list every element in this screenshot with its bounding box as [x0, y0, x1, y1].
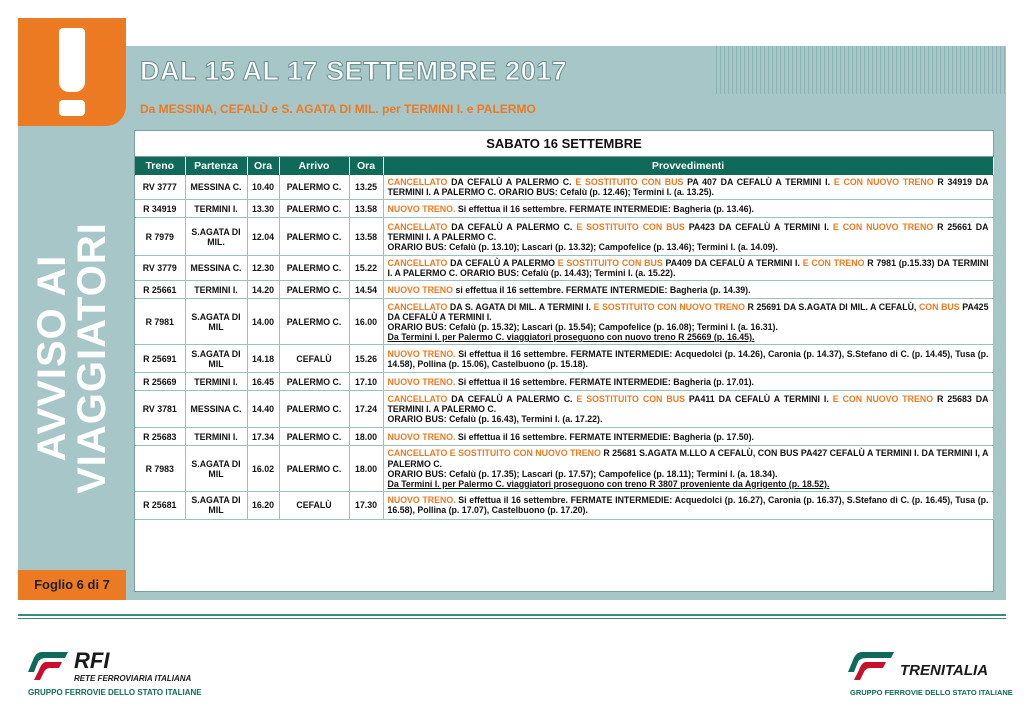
- highlight-text: E SOSTITUITO CON BUS: [576, 221, 685, 232]
- notice-text: Si effettua il 16 settembre. FERMATE INTERMEDIE: Acquedolci (p. 16.27), Caronia (p. 16.37), S.Stefano di C. (p. 16.45), Tusa (p. 16.58), Pollina (p. 17.07), Castelbuono (p. 17.20).: [387, 495, 989, 516]
- cell-partenza: S.AGATA DI MIL: [185, 345, 247, 373]
- table-row: [135, 299, 993, 345]
- cell-ora-partenza: 16.20: [247, 491, 279, 519]
- highlight-text: NUOVO TRENO.: [387, 431, 456, 442]
- trenitalia-name: TRENITALIA: [900, 662, 989, 679]
- highlight-text: E SOSTITUITO CON BUS: [557, 258, 663, 269]
- col-header-arrivo: Arrivo: [279, 157, 349, 175]
- cell-arrivo: PALERMO C.: [279, 200, 349, 218]
- notice-text: PA425 DA CEFALÙ A TERMINI I.: [387, 301, 989, 322]
- cell-ora-partenza: 16.45: [247, 373, 279, 391]
- table-row: [135, 446, 993, 491]
- cell-partenza: S.AGATA DI MIL: [185, 299, 247, 345]
- table-row: [135, 345, 993, 373]
- header-stripes: [716, 46, 1006, 94]
- highlight-text: E SOSTITUITO CON BUS: [575, 177, 684, 187]
- cell-arrivo: CEFALÙ: [279, 491, 349, 519]
- notice-text: PA411 DA CEFALÙ A TERMINI I.: [684, 394, 833, 405]
- cell-treno: RV 3781: [135, 391, 185, 428]
- notice-text: Si effettua il 16 settembre. FERMATE INTERMEDIE: Acquedolci (p. 14.26), Caronia (p. 14.37), S.Stefano di C. (p. 14.45), Tusa (p. 14.58), Pollina (p. 15.06), Castelbuono (p. 15.18).: [387, 348, 989, 369]
- col-header-partenza: Partenza: [185, 157, 247, 175]
- cell-partenza: MESSINA C.: [185, 391, 247, 428]
- cell-ora-partenza: 14.40: [247, 391, 279, 428]
- exclamation-dot-icon: [59, 100, 85, 116]
- cell-ora-arrivo: 13.58: [349, 200, 383, 218]
- col-header-treno: Treno: [135, 157, 185, 175]
- day-title: SABATO 16 SETTEMBRE: [135, 131, 993, 157]
- cell-ora-partenza: 13.30: [247, 200, 279, 218]
- rfi-group: GRUPPO FERROVIE DELLO STATO ITALIANE: [28, 688, 202, 697]
- notice-text: R 34919 DA TERMINI I. A PALERMO C. ORARIO BUS: Cefalù (p. 12.46); Termini I. (a. 13.25).: [387, 177, 989, 198]
- table-row: [135, 491, 993, 519]
- cell-treno: R 34919: [135, 200, 185, 218]
- table-header-row: [135, 157, 993, 175]
- cell-arrivo: PALERMO C.: [279, 428, 349, 446]
- cell-ora-arrivo: 15.22: [349, 256, 383, 281]
- notice-text: PA423 DA CEFALÙ A TERMINI I.: [684, 221, 833, 232]
- vertical-title-line1: AVVISO AI: [30, 254, 74, 462]
- table-row: [135, 281, 993, 299]
- highlight-text: E CON NUOVO TRENO: [833, 177, 934, 187]
- notice-text: Si effettua il 16 settembre. FERMATE INTERMEDIE: Bagheria (p. 17.01).: [455, 376, 754, 387]
- exclamation-icon: [59, 28, 85, 92]
- cell-ora-arrivo: 18.00: [349, 428, 383, 446]
- cell-treno: R 25681: [135, 491, 185, 519]
- notice-text: PA409 DA CEFALÙ A TERMINI I.: [662, 258, 803, 269]
- cell-provvedimenti: [383, 446, 993, 491]
- notice-text: DA CEFALÙ A PALERMO: [447, 258, 558, 269]
- notice-text: DA S. AGATA DI MIL. A TERMINI I.: [447, 301, 594, 312]
- schedule-panel: [134, 130, 994, 592]
- cell-ora-arrivo: 13.58: [349, 218, 383, 256]
- highlight-text: NUOVO TRENO: [387, 284, 453, 295]
- table-row: [135, 428, 993, 446]
- notice-text: R 25691 DA S.AGATA DI MIL. A CEFALÙ,: [744, 301, 919, 312]
- notice-text: Si effettua il 16 settembre. FERMATE INTERMEDIE: Bagheria (p. 13.46).: [455, 203, 754, 214]
- cell-ora-arrivo: 15.26: [349, 345, 383, 373]
- col-header-ora-arrivo: Ora: [349, 157, 383, 175]
- cell-provvedimenti: [383, 345, 993, 373]
- cell-partenza: MESSINA C.: [185, 256, 247, 281]
- cell-ora-partenza: 14.18: [247, 345, 279, 373]
- highlight-text: CANCELLATO: [387, 394, 448, 405]
- rfi-name: RFI: [74, 648, 110, 673]
- cell-partenza: S.AGATA DI MIL: [185, 491, 247, 519]
- notice-text: ORARIO BUS: Cefalù (p. 15.32); Lascari (p. 15.54); Campofelice (p. 16.08); Termini I. (a. 16.31).: [387, 321, 778, 332]
- cell-ora-partenza: 16.02: [247, 446, 279, 491]
- highlight-text: E CON TRENO: [802, 258, 865, 269]
- cell-arrivo: PALERMO C.: [279, 446, 349, 491]
- cell-arrivo: CEFALÙ: [279, 345, 349, 373]
- footer-divider-thin: [18, 618, 1006, 619]
- cell-ora-arrivo: 17.30: [349, 491, 383, 519]
- highlight-text: E CON NUOVO TRENO: [832, 221, 934, 232]
- notice-text: ORARIO BUS: Cefalù (p. 13.10); Lascari (p. 13.32); Campofelice (p. 13.46); Termini I. (a. 14.09).: [387, 241, 778, 252]
- cell-ora-arrivo: 17.10: [349, 373, 383, 391]
- notice-text: Da Termini I. per Palermo C. viaggiatori proseguono con nuovo treno R 25669 (p. 16.45).: [387, 332, 755, 343]
- rfi-subtitle: RETE FERROVIARIA ITALIANA: [74, 674, 192, 683]
- cell-arrivo: PALERMO C.: [279, 373, 349, 391]
- cell-treno: R 25669: [135, 373, 185, 391]
- cell-provvedimenti: [383, 200, 993, 218]
- col-header-ora-partenza: Ora: [247, 157, 279, 175]
- notice-text: R 25681 S.AGATA M.LLO A CEFALÙ, CON BUS PA427 CEFALÙ A TERMINI I. DA TERMINI I, A PALERMO C.: [387, 448, 989, 469]
- cell-ora-partenza: 12.04: [247, 218, 279, 256]
- page-title: DAL 15 AL 17 SETTEMBRE 2017: [140, 56, 568, 86]
- highlight-text: NUOVO TRENO.: [387, 495, 456, 506]
- notice-text: DA CEFALÙ A PALERMO C.: [447, 177, 576, 187]
- col-header-provvedimenti: Provvedimenti: [383, 157, 993, 175]
- highlight-text: CANCELLATO: [387, 221, 448, 232]
- cell-partenza: S.AGATA DI MIL.: [185, 218, 247, 256]
- cell-ora-partenza: 17.34: [247, 428, 279, 446]
- cell-provvedimenti: [383, 299, 993, 345]
- trenitalia-group: GRUPPO FERROVIE DELLO STATO ITALIANE: [850, 688, 1013, 697]
- cell-treno: RV 3779: [135, 256, 185, 281]
- cell-treno: R 7983: [135, 446, 185, 491]
- highlight-text: CANCELLATO: [387, 258, 448, 269]
- cell-arrivo: PALERMO C.: [279, 175, 349, 200]
- cell-treno: R 7981: [135, 299, 185, 345]
- cell-partenza: TERMINI I.: [185, 200, 247, 218]
- header-band: [126, 46, 1006, 124]
- highlight-text: CANCELLATO: [387, 177, 448, 187]
- cell-treno: R 25691: [135, 345, 185, 373]
- cell-arrivo: PALERMO C.: [279, 281, 349, 299]
- notice-text: Si effettua il 16 settembre. FERMATE INTERMEDIE: Bagheria (p. 17.50).: [455, 431, 754, 442]
- notice-text: Da Termini I. per Palermo C. viaggiatori proseguono con treno R 3807 proveniente da Agrigento (p. 18.52).: [387, 478, 830, 489]
- cell-partenza: TERMINI I.: [185, 428, 247, 446]
- notice-text: R 25661 DA TERMINI I. A PALERMO C.: [387, 221, 989, 242]
- highlight-text: CON BUS: [918, 301, 960, 312]
- cell-ora-partenza: 12.30: [247, 256, 279, 281]
- page-label: Foglio 6 di 7: [18, 570, 126, 600]
- cell-arrivo: PALERMO C.: [279, 256, 349, 281]
- cell-ora-arrivo: 18.00: [349, 446, 383, 491]
- cell-arrivo: PALERMO C.: [279, 218, 349, 256]
- notice-text: si effettua il 16 settembre. FERMATE INTERMEDIE: Bagheria (p. 14.39).: [453, 284, 751, 295]
- cell-provvedimenti: [383, 256, 993, 281]
- cell-treno: RV 3777: [135, 175, 185, 200]
- cell-provvedimenti: [383, 281, 993, 299]
- highlight-text: CANCELLATO: [387, 301, 448, 312]
- side-banner: [18, 18, 126, 600]
- schedule-table: [135, 157, 994, 520]
- cell-arrivo: PALERMO C.: [279, 391, 349, 428]
- cell-ora-arrivo: 16.00: [349, 299, 383, 345]
- highlight-text: E CON NUOVO TRENO: [832, 394, 934, 405]
- highlight-text: NUOVO TRENO.: [387, 348, 456, 359]
- cell-partenza: MESSINA C.: [185, 175, 247, 200]
- fs-logo-icon: [846, 648, 896, 684]
- rfi-logo: [28, 648, 208, 698]
- alert-box: [18, 18, 126, 126]
- fs-logo-icon: [28, 648, 70, 684]
- cell-provvedimenti: [383, 428, 993, 446]
- notice-text: PA 407 DA CEFALÙ A TERMINI I.: [683, 177, 834, 187]
- notice-text: ORARIO BUS: Cefalù (p. 17.35); Lascari (p. 17.57); Campofelice (p. 18.11); Termini I. (a. 18.34).: [387, 468, 778, 479]
- table-row: [135, 373, 993, 391]
- cell-ora-partenza: 14.20: [247, 281, 279, 299]
- table-row: [135, 256, 993, 281]
- highlight-text: E SOSTITUITO CON BUS: [576, 394, 685, 405]
- cell-ora-arrivo: 14.54: [349, 281, 383, 299]
- cell-partenza: TERMINI I.: [185, 373, 247, 391]
- notice-text: ORARIO BUS: Cefalù (p. 16.43), Termini I. (a. 17.22).: [387, 414, 603, 425]
- table-row: [135, 200, 993, 218]
- cell-provvedimenti: [383, 218, 993, 256]
- notice-text: R 7981 (p.15.33) DA TERMINI I. A PALERMO C. ORARIO BUS: Cefalù (p. 14.43); Termini I. (a. 15.22).: [387, 258, 989, 279]
- notice-text: R 25683 DA TERMINI I. A PALERMO C.: [387, 394, 989, 415]
- cell-partenza: S.AGATA DI MIL: [185, 446, 247, 491]
- notice-text: DA CEFALÙ A PALERMO C.: [447, 394, 577, 405]
- cell-arrivo: PALERMO C.: [279, 299, 349, 345]
- cell-treno: R 25683: [135, 428, 185, 446]
- highlight-text: NUOVO TRENO.: [387, 376, 456, 387]
- trenitalia-logo: [846, 648, 1013, 698]
- cell-provvedimenti: [383, 175, 993, 200]
- page-subtitle: Da MESSINA, CEFALÙ e S. AGATA DI MIL. per TERMINI I. e PALERMO: [140, 102, 536, 116]
- table-row: [135, 218, 993, 256]
- footer-divider: [18, 614, 1006, 616]
- vertical-title-line2: VIAGGIATORI: [70, 222, 114, 494]
- highlight-text: E SOSTITUITO CON NUOVO TRENO: [593, 301, 745, 312]
- cell-ora-partenza: 10.40: [247, 175, 279, 200]
- cell-ora-partenza: 14.00: [247, 299, 279, 345]
- cell-ora-arrivo: 13.25: [349, 175, 383, 200]
- cell-provvedimenti: [383, 491, 993, 519]
- cell-treno: R 7979: [135, 218, 185, 256]
- highlight-text: NUOVO TRENO.: [387, 203, 456, 214]
- cell-provvedimenti: [383, 373, 993, 391]
- table-row: [135, 391, 993, 428]
- cell-provvedimenti: [383, 391, 993, 428]
- cell-treno: R 25661: [135, 281, 185, 299]
- table-row: [135, 175, 993, 200]
- vertical-title: [32, 158, 112, 558]
- cell-ora-arrivo: 17.24: [349, 391, 383, 428]
- cell-partenza: TERMINI I.: [185, 281, 247, 299]
- notice-text: DA CEFALÙ A PALERMO C.: [447, 221, 577, 232]
- highlight-text: CANCELLATO E SOSTITUITO CON NUOVO TRENO: [387, 448, 601, 459]
